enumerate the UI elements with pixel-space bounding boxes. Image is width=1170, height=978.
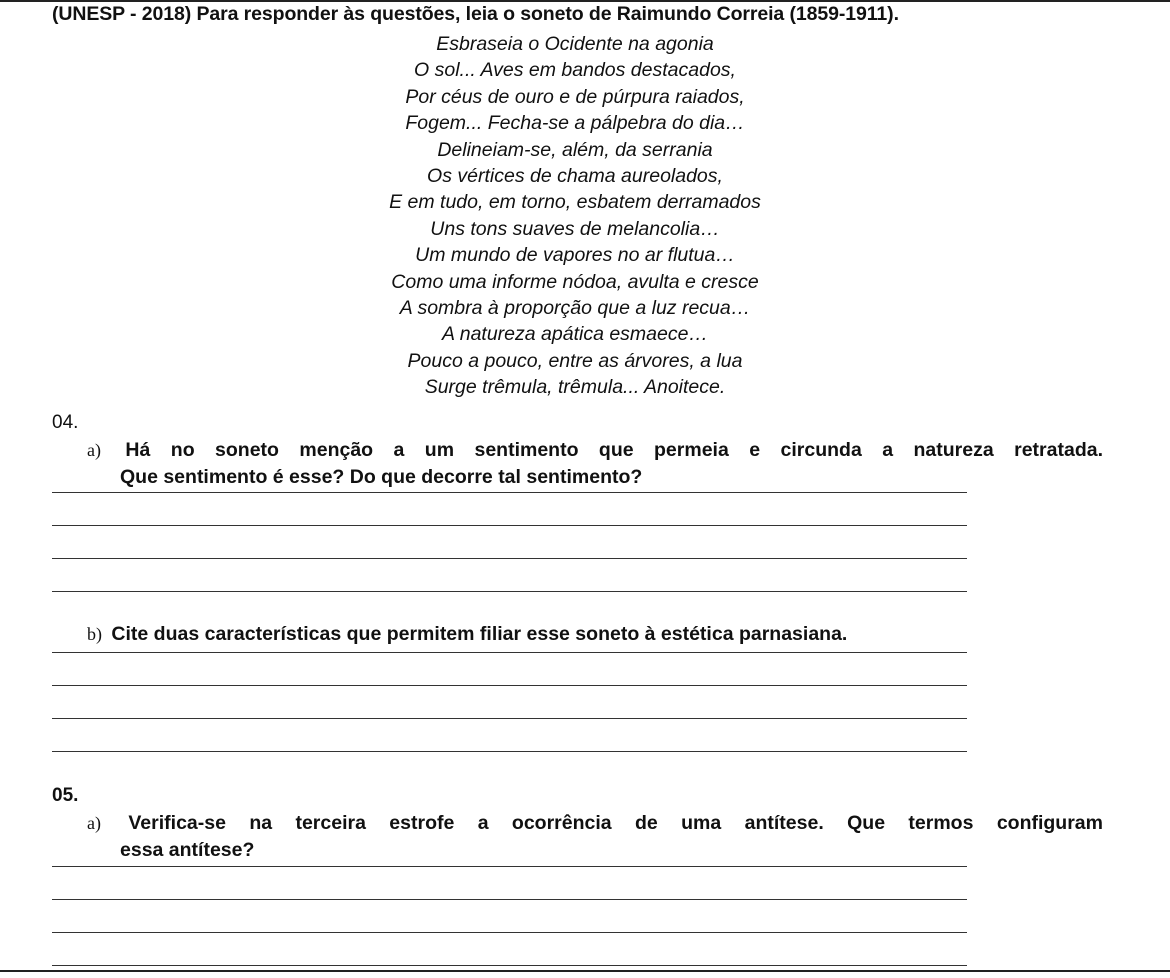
question-05a-line1 bbox=[87, 810, 1103, 837]
poem-verse: Surge trêmula, trêmula... Anoitece. bbox=[424, 376, 726, 399]
answer-line[interactable] bbox=[52, 751, 967, 752]
question-04a-text-line1: Há no soneto menção a um sentimento que permeia e circunda a natureza retratada. bbox=[125, 439, 1104, 461]
question-04-number: 04. bbox=[52, 412, 79, 433]
question-05a-marker: a) bbox=[87, 813, 101, 833]
answer-line[interactable] bbox=[52, 685, 967, 686]
question-04b bbox=[87, 621, 1103, 648]
answer-line[interactable] bbox=[52, 899, 967, 900]
answer-line[interactable] bbox=[52, 525, 967, 526]
poem-verse: Uns tons suaves de melancolia… bbox=[430, 217, 720, 240]
poem-verse: A sombra à proporção que a luz recua… bbox=[399, 296, 751, 319]
answer-line[interactable] bbox=[52, 965, 967, 966]
sonnet bbox=[0, 31, 1150, 400]
question-04a-text-line2: Que sentimento é esse? Do que decorre tal sentimento? bbox=[120, 466, 643, 488]
page-title: (UNESP - 2018) Para responder às questões, leia o soneto de Raimundo Correia (1859-1911). bbox=[52, 3, 899, 25]
answer-line[interactable] bbox=[52, 866, 967, 867]
poem-verse: Delineiam-se, além, da serrania bbox=[437, 138, 713, 161]
top-rule bbox=[0, 0, 1170, 2]
answer-line[interactable] bbox=[52, 932, 967, 933]
poem-verse: Pouco a pouco, entre as árvores, a lua bbox=[407, 349, 743, 372]
poem-verse: Fogem... Fecha-se a pálpebra do dia… bbox=[405, 112, 745, 135]
question-05a-text-line2: essa antítese? bbox=[120, 839, 255, 861]
question-04a bbox=[87, 437, 1103, 491]
poem-verse: Esbraseia o Ocidente na agonia bbox=[436, 33, 714, 55]
answer-line[interactable] bbox=[52, 591, 967, 592]
bottom-rule bbox=[0, 970, 1170, 972]
poem-verse: A natureza apática esmaece… bbox=[442, 323, 708, 346]
question-04b-text: Cite duas características que permitem filiar esse soneto à estética parnasiana. bbox=[111, 623, 848, 645]
poem-verse: E em tudo, em torno, esbatem derramados bbox=[389, 191, 761, 214]
answer-line[interactable] bbox=[52, 718, 967, 719]
question-05-number: 05. bbox=[52, 785, 79, 806]
poem-verse: Um mundo de vapores no ar flutua… bbox=[415, 244, 735, 267]
poem-verse: Por céus de ouro e de púrpura raiados, bbox=[405, 85, 745, 108]
question-05a-text-line1: Verifica-se na terceira estrofe a ocorrência de uma antítese. Que termos configuram bbox=[128, 812, 1103, 834]
poem-verse: O sol... Aves em bandos destacados, bbox=[414, 59, 736, 82]
poem-verse: Os vértices de chama aureolados, bbox=[427, 164, 723, 187]
question-05a bbox=[87, 810, 1103, 864]
answer-line[interactable] bbox=[52, 492, 967, 493]
question-04a-marker: a) bbox=[87, 440, 101, 460]
poem-verse: Como uma informe nódoa, avulta e cresce bbox=[391, 270, 759, 293]
answer-line[interactable] bbox=[52, 558, 967, 559]
question-04a-line1 bbox=[87, 437, 1103, 464]
question-04b-marker: b) bbox=[87, 624, 102, 644]
answer-line[interactable] bbox=[52, 652, 967, 653]
